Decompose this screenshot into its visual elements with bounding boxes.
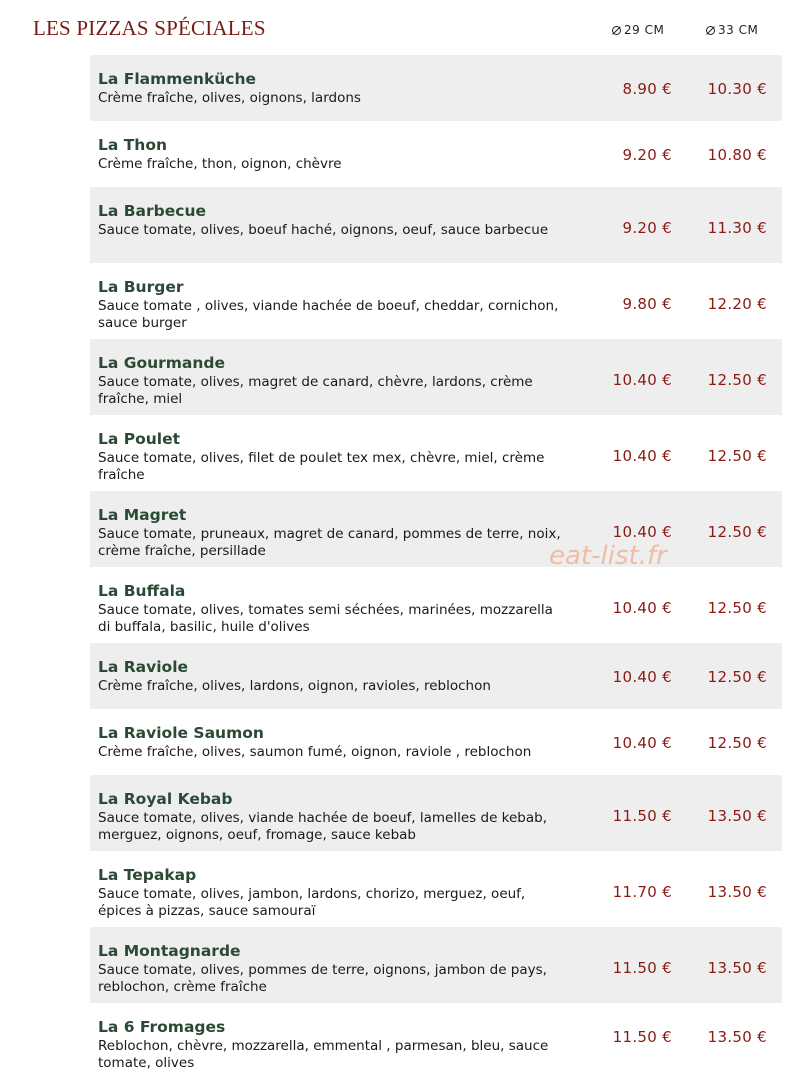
size-header-29cm — [612, 23, 664, 37]
price-29cm: 10.40 € — [612, 668, 672, 686]
menu-item — [90, 55, 782, 121]
menu-item — [90, 339, 782, 415]
item-description: Reblochon, chèvre, mozzarella, emmental , parmesan, bleu, sauce tomate, olives — [98, 1038, 549, 1071]
item-description: Sauce tomate , olives, viande hachée de boeuf, cheddar, cornichon, sauce burger — [98, 298, 559, 331]
price-33cm: 12.50 € — [707, 668, 767, 686]
menu-item — [90, 187, 782, 263]
price-29cm: 10.40 € — [612, 599, 672, 617]
size-header-33cm — [706, 23, 758, 37]
price-29cm: 10.40 € — [612, 371, 672, 389]
item-description: Crème fraîche, thon, oignon, chèvre — [98, 156, 342, 172]
item-name: La Magret — [98, 506, 187, 524]
menu-item — [90, 121, 782, 187]
item-name: La Burger — [98, 278, 184, 296]
menu-item — [90, 567, 782, 643]
item-description: Sauce tomate, olives, viande hachée de boeuf, lamelles de kebab, merguez, oignons, oeuf, fromage, sauce kebab — [98, 810, 548, 843]
item-name: La Gourmande — [98, 354, 226, 372]
diameter-icon — [612, 26, 621, 35]
price-33cm: 11.30 € — [707, 219, 767, 237]
price-29cm: 11.50 € — [612, 1028, 672, 1046]
item-description: Sauce tomate, olives, jambon, lardons, chorizo, merguez, oeuf, épices à pizzas, sauce samouraï — [98, 886, 526, 919]
item-name: La Royal Kebab — [98, 790, 233, 808]
item-description: Sauce tomate, pruneaux, magret de canard, pommes de terre, noix, crème fraîche, persillade — [98, 526, 561, 559]
size-label: 33 CM — [718, 23, 759, 37]
item-description: Sauce tomate, olives, tomates semi séchées, marinées, mozzarella di buffala, basilic, huile d'olives — [98, 602, 553, 635]
item-name: La Montagnarde — [98, 942, 241, 960]
price-29cm: 9.80 € — [622, 295, 672, 313]
item-description: Crème fraîche, olives, lardons, oignon, ravioles, reblochon — [98, 678, 491, 694]
item-name: La Barbecue — [98, 202, 206, 220]
menu-item — [90, 927, 782, 1003]
price-29cm: 8.90 € — [622, 80, 672, 98]
item-name: La Raviole — [98, 658, 189, 676]
price-33cm: 13.50 € — [707, 807, 767, 825]
price-33cm: 12.50 € — [707, 734, 767, 752]
price-33cm: 13.50 € — [707, 959, 767, 977]
price-33cm: 12.50 € — [707, 371, 767, 389]
item-description: Crème fraîche, olives, oignons, lardons — [98, 90, 361, 106]
price-33cm: 13.50 € — [707, 883, 767, 901]
price-29cm: 10.40 € — [612, 523, 672, 541]
menu-item — [90, 851, 782, 927]
item-name: La Poulet — [98, 430, 181, 448]
price-29cm: 9.20 € — [622, 146, 672, 164]
price-33cm: 12.50 € — [707, 447, 767, 465]
diameter-icon — [706, 26, 715, 35]
menu-item — [90, 1003, 782, 1069]
watermark: eat-list.fr — [549, 541, 667, 571]
price-29cm: 11.50 € — [612, 807, 672, 825]
menu-item — [90, 491, 782, 567]
item-name: La Thon — [98, 136, 168, 154]
menu-item — [90, 263, 782, 339]
item-name: La Buffala — [98, 582, 186, 600]
price-29cm: 11.50 € — [612, 959, 672, 977]
price-33cm: 12.50 € — [707, 523, 767, 541]
menu-item — [90, 415, 782, 491]
price-33cm: 10.80 € — [707, 146, 767, 164]
item-name: La 6 Fromages — [98, 1018, 226, 1036]
price-29cm: 9.20 € — [622, 219, 672, 237]
item-name: La Raviole Saumon — [98, 724, 264, 742]
menu-item — [90, 709, 782, 775]
price-33cm: 13.50 € — [707, 1028, 767, 1046]
item-description: Sauce tomate, olives, boeuf haché, oignons, oeuf, sauce barbecue — [98, 222, 549, 238]
item-description: Sauce tomate, olives, magret de canard, chèvre, lardons, crème fraîche, miel — [98, 374, 533, 407]
item-description: Sauce tomate, olives, filet de poulet tex mex, chèvre, miel, crème fraîche — [98, 450, 545, 483]
price-33cm: 10.30 € — [707, 80, 767, 98]
item-description: Crème fraîche, olives, saumon fumé, oignon, raviole , reblochon — [98, 744, 532, 760]
price-29cm: 11.70 € — [612, 883, 672, 901]
menu-item — [90, 643, 782, 709]
price-29cm: 10.40 € — [612, 447, 672, 465]
page-title: LES PIZZAS SPÉCIALES — [33, 16, 266, 40]
price-33cm: 12.20 € — [707, 295, 767, 313]
price-33cm: 12.50 € — [707, 599, 767, 617]
item-description: Sauce tomate, olives, pommes de terre, oignons, jambon de pays, reblochon, crème fraîche — [98, 962, 547, 995]
size-label: 29 CM — [624, 23, 665, 37]
item-name: La Tepakap — [98, 866, 197, 884]
price-29cm: 10.40 € — [612, 734, 672, 752]
pizza-menu-list — [90, 55, 782, 1069]
item-name: La Flammenküche — [98, 70, 257, 88]
menu-item — [90, 775, 782, 851]
